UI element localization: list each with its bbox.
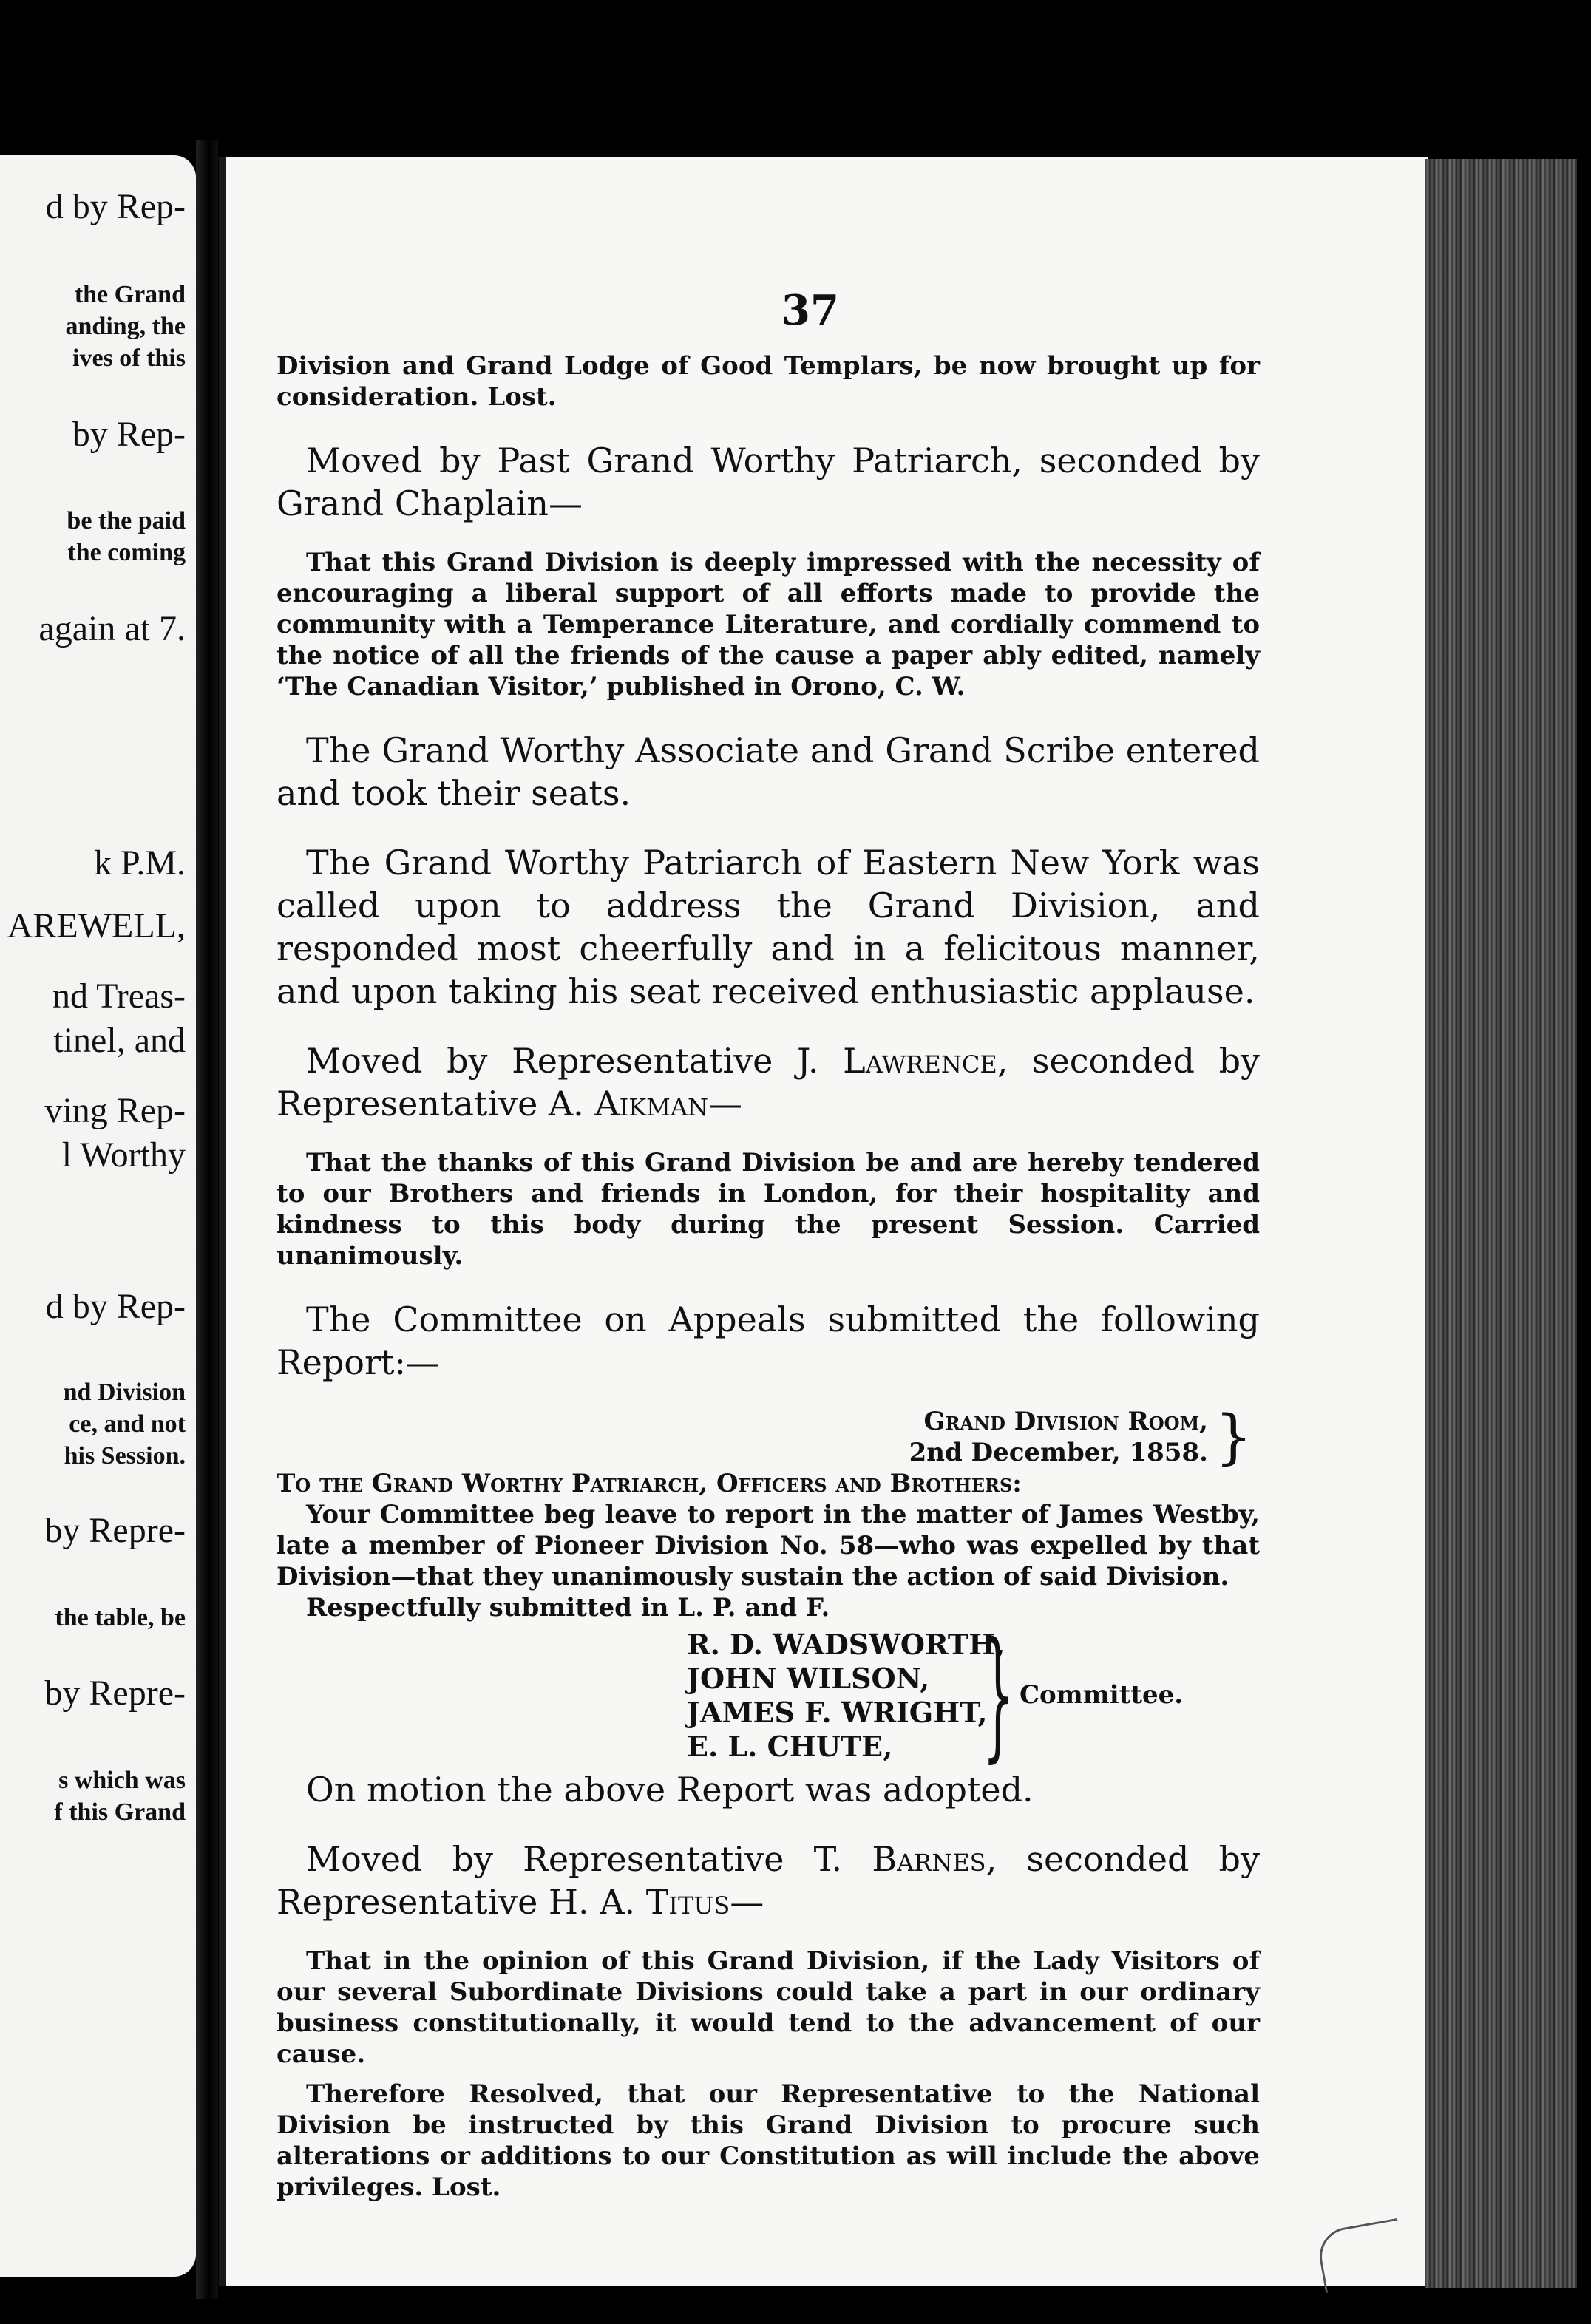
minutes-paragraph: The Grand Worthy Associate and Grand Scribe entered and took their seats. xyxy=(277,730,1260,813)
resolution-paragraph: Therefore Resolved, that our Representative to the National Division be instructed by this Grand Division to procure such alterations or additions to our Constitution as will include the above privileges. Lost. xyxy=(277,2079,1260,2202)
report-date: 2nd December, 1858. xyxy=(909,1438,1208,1467)
motion-text: Moved by Representative T. xyxy=(306,1839,872,1879)
left-page-line: by Rep- xyxy=(72,415,186,454)
left-page-line: nd Division xyxy=(63,1379,186,1406)
book-page xyxy=(219,157,1428,2286)
signer-name: E. L. CHUTE, xyxy=(687,1730,893,1763)
minutes-paragraph: The Grand Worthy Patriarch of Eastern New York was called upon to address the Grand Division, and responded most cheerfully and in a felicitous manner, and upon taking his seat received enthusiastic applause. xyxy=(277,843,1260,1011)
left-page-line: ving Rep- xyxy=(44,1091,186,1130)
minutes-paragraph: On motion the above Report was adopted. xyxy=(306,1770,1034,1810)
left-page-line: again at 7. xyxy=(38,609,186,648)
committee-label: Committee. xyxy=(1020,1680,1184,1710)
left-page-line: AREWELL, xyxy=(7,906,186,945)
left-page-line: l Worthy xyxy=(61,1135,186,1175)
page-content xyxy=(277,350,1260,2203)
paragraph-continuation: Division and Grand Lodge of Good Templars, be now brought up for consideration. Lost. xyxy=(277,351,1260,412)
report-heading xyxy=(277,1402,1260,1471)
report-room: Grand Division Room, xyxy=(923,1407,1208,1436)
motion-paragraph xyxy=(277,439,1260,525)
report-address: To the Grand Worthy Patriarch, Officers and Brothers: xyxy=(277,1469,1022,1498)
page-number: 37 xyxy=(781,286,839,335)
motion-text: — xyxy=(730,1882,764,1922)
representative-name: Lawrence xyxy=(843,1041,997,1081)
resolution-paragraph: That in the opinion of this Grand Division, if the Lady Visitors of our several Subordinate Divisions could take a part in our ordinary business constitutionally, it would tend to the advancement of our cause. xyxy=(277,1946,1260,2069)
left-page-line: tinel, and xyxy=(53,1021,186,1060)
left-page-line: ce, and not xyxy=(69,1410,186,1438)
motion-text: — xyxy=(708,1084,743,1124)
motion-text: , seconded by Representative H. A. xyxy=(277,1839,1260,1922)
left-page-line: anding, the xyxy=(65,313,186,340)
motion-paragraph xyxy=(277,1838,1260,1923)
left-page-line: the Grand xyxy=(74,281,186,308)
motion-text: Moved by Past Grand Worthy Patriarch, seconded by Grand Chaplain— xyxy=(277,441,1260,523)
report-body: Your Committee beg leave to report in the matter of James Westby, late a member of Pioneer Division No. 58—who was expelled by that Division—that they unanimously sustain the action of said Division. xyxy=(277,1500,1260,1591)
left-page-line: s which was xyxy=(58,1767,186,1794)
motion-text: , seconded by Representative A. xyxy=(277,1041,1261,1124)
left-page-line: the table, be xyxy=(55,1604,186,1631)
report-closing: Respectfully submitted in L. P. and F. xyxy=(306,1593,830,1623)
left-page-line: be the paid xyxy=(67,507,186,534)
signer-name: JAMES F. WRIGHT, xyxy=(687,1696,988,1729)
left-page-line: the coming xyxy=(67,539,186,566)
left-page-line: nd Treas- xyxy=(52,976,186,1016)
signature-block xyxy=(687,1612,1260,1776)
resolution-paragraph: That the thanks of this Grand Division be and are hereby tendered to our Brothers and friends in London, for their hospitality and kindness to this body during the present Session. Carried unanimously. xyxy=(277,1148,1260,1271)
previous-page xyxy=(0,155,196,2277)
motion-text: Moved by Representative J. xyxy=(306,1041,844,1081)
left-page-line: f this Grand xyxy=(54,1798,186,1826)
signer-name: JOHN WILSON, xyxy=(687,1662,930,1695)
minutes-paragraph: The Committee on Appeals submitted the following Report:— xyxy=(277,1299,1260,1382)
brace-glyph: } xyxy=(1215,1402,1252,1471)
representative-name: Aikman xyxy=(594,1084,709,1124)
representative-name: Titus xyxy=(645,1882,730,1922)
left-page-line: d by Rep- xyxy=(45,1287,186,1326)
left-page-line: by Repre- xyxy=(44,1511,186,1550)
left-page-line: ives of this xyxy=(72,344,186,372)
left-page-line: by Repre- xyxy=(44,1674,186,1713)
representative-name: Barnes xyxy=(872,1839,986,1879)
resolution-paragraph: That this Grand Division is deeply impressed with the necessity of encouraging a liberal support of all efforts made to provide the community with a Temperance Literature, and cordially commend to the notice of all the friends of the cause a paper ably edited, namely ‘The Canadian Visitor,’ published in Orono, C. W. xyxy=(277,548,1260,701)
left-page-line: k P.M. xyxy=(93,843,186,883)
left-page-line: his Session. xyxy=(64,1442,186,1470)
motion-paragraph xyxy=(277,1039,1260,1125)
brace-glyph: } xyxy=(983,1612,1014,1776)
book-gutter xyxy=(196,140,218,2299)
signer-name: R. D. WADSWORTH, xyxy=(687,1628,1005,1661)
left-page-line: d by Rep- xyxy=(45,187,186,226)
book-page-edges xyxy=(1425,159,1577,2288)
